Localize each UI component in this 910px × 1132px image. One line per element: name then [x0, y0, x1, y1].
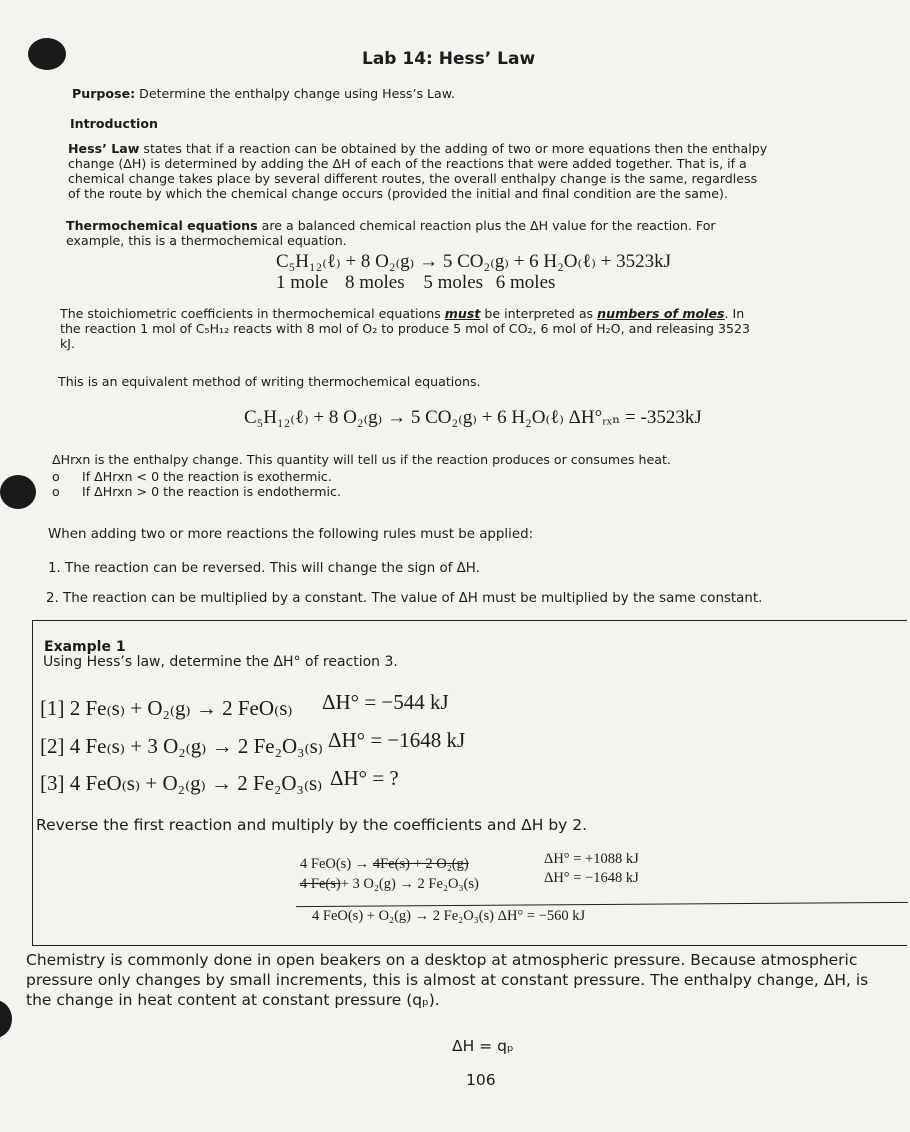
thermo-equation: C₅H₁₂₍ℓ₎ + 8 O₂₍g₎ → 5 CO₂₍g₎ + 6 H₂O₍ℓ₎ + 3523kJ — [276, 251, 672, 272]
example-heading: Example 1 — [44, 639, 126, 655]
closing-line-3: the change in heat content at constant pressure (qₚ). — [26, 991, 440, 1009]
enthalpy-formula: ΔH = qₚ — [452, 1037, 514, 1055]
dh-line-1: ΔHrxn is the enthalpy change. This quantity will tell us if the reaction produces or consumes heat. — [52, 452, 671, 467]
solution-line-1-dh: ΔH° = +1088 kJ — [544, 851, 639, 867]
sol2-rest: O₂(g) → 2 Fe₂O₃(s) — [359, 876, 479, 892]
reaction-1-eq: [1] 2 Fe₍s₎ + O₂₍g₎ → 2 FeO₍s₎ — [40, 696, 293, 720]
example-instruction: Reverse the first reaction and multiply by the coefficients and ΔH by 2. — [36, 816, 588, 834]
moles-1: 1 mole — [276, 272, 329, 293]
stoich-line-3: kJ. — [60, 336, 76, 351]
bullet-marker-2: o — [52, 484, 60, 499]
solution-result: 4 FeO(s) + O₂(g) → 2 Fe₂O₃(s) ΔH° = −560 kJ — [312, 908, 586, 924]
thermo-line-2: example, this is a thermochemical equation. — [66, 233, 347, 248]
reaction-1-dh: ΔH° = −544 kJ — [322, 690, 449, 714]
binder-hole-middle — [0, 475, 36, 509]
reaction-2-eq: [2] 4 Fe₍s₎ + 3 O₂₍g₎ → 2 Fe₂O₃₍s₎ — [40, 734, 323, 758]
solution-line-1 — [300, 856, 469, 873]
solution-line-2-dh: ΔH° = −1648 kJ — [544, 870, 639, 886]
binder-hole-top — [28, 38, 66, 70]
purpose-text: Determine the enthalpy change using Hess’s Law. — [139, 86, 455, 101]
thermo-term: Thermochemical equations — [66, 218, 258, 233]
hess-term: Hess’ Law — [68, 141, 140, 156]
stoich-must: must — [444, 306, 481, 321]
thermo-moles-row — [276, 272, 555, 294]
binder-hole-bottom — [0, 1000, 12, 1038]
moles-3: 5 moles — [423, 272, 484, 293]
thermo-text-1: are a balanced chemical reaction plus the ΔH value for the reaction. For — [261, 218, 716, 233]
purpose-label: Purpose: — [72, 86, 136, 101]
reaction-3-dh: ΔH° = ? — [330, 766, 399, 790]
thermo-paragraph — [66, 218, 716, 248]
purpose-line — [72, 86, 455, 101]
hess-line-2: change (ΔH) is determined by adding the ΔH of each of the reactions that were added together. That is, if a — [68, 156, 747, 171]
reaction-3-eq: [3] 4 FeO₍s₎ + O₂₍g₎ → 2 Fe₂O₃₍s₎ — [40, 771, 323, 795]
closing-line-2: pressure only changes by small increments, this is almost at constant pressure. The enthalpy change, ΔH, is — [26, 971, 869, 989]
dh-bullet-1 — [52, 469, 671, 484]
stoich-paragraph — [60, 306, 750, 351]
page-number: 106 — [466, 1071, 496, 1089]
page-title: Lab 14: Hess’ Law — [362, 49, 536, 69]
thermo-line-1 — [66, 218, 716, 233]
hess-line-3: chemical change takes place by several different routes, the overall enthalpy change is the same, regardless — [68, 171, 758, 186]
hess-line-1 — [68, 141, 767, 156]
sol2-cancelled-fe: 4 Fe(s) — [300, 876, 341, 892]
hess-paragraph — [68, 141, 767, 201]
stoich-text-1c: . In — [724, 306, 745, 321]
rule-1: 1. The reaction can be reversed. This will change the sign of ΔH. — [48, 561, 480, 576]
solution-line-2 — [300, 876, 479, 893]
stoich-text-1a: The stoichiometric coefficients in thermochemical equations — [60, 306, 441, 321]
dh-explanation — [52, 452, 671, 499]
stoich-text-1b: be interpreted as — [484, 306, 594, 321]
sol2-plus: + 3 — [340, 876, 360, 892]
rule-2: 2. The reaction can be multiplied by a constant. The value of ΔH must be multiplied by the same constant. — [46, 591, 763, 606]
dh-bullet-2-text: If ΔHrxn > 0 the reaction is endothermic. — [82, 484, 341, 499]
stoich-line-2: the reaction 1 mol of C₅H₁₂ reacts with 8 mol of O₂ to produce 5 mol of CO₂, 6 mol of H₂O, and releasing 3523 — [60, 321, 751, 336]
sol1-cancelled: 4Fe(s) + 2 O₂(g) — [372, 856, 469, 872]
rules-intro: When adding two or more reactions the following rules must be applied: — [48, 527, 534, 542]
closing-line-1: Chemistry is commonly done in open beakers on a desktop at atmospheric pressure. Because atmospheric — [26, 951, 858, 969]
example-prompt: Using Hess’s law, determine the ΔH° of reaction 3. — [43, 654, 398, 670]
equiv-text: This is an equivalent method of writing thermochemical equations. — [58, 374, 481, 389]
stoich-numbers-of-moles: numbers of moles — [597, 306, 725, 321]
bullet-marker-1: o — [52, 469, 60, 484]
dh-bullet-2 — [52, 484, 671, 499]
dh-bullet-1-text: If ΔHrxn < 0 the reaction is exothermic. — [82, 469, 332, 484]
hess-text-1: states that if a reaction can be obtained by the adding of two or more equations then the enthalpy — [143, 141, 768, 156]
equiv-equation: C₅H₁₂₍ℓ₎ + 8 O₂₍g₎ → 5 CO₂₍g₎ + 6 H₂O₍ℓ₎ ΔH°ᵣₓₙ = -3523kJ — [244, 407, 702, 428]
hess-line-4: of the route by which the chemical change occurs (provided the initial and final condition are the same). — [68, 186, 728, 201]
closing-paragraph — [26, 950, 868, 1010]
moles-4: 6 moles — [495, 272, 556, 293]
stoich-line-1 — [60, 306, 750, 321]
reaction-2-dh: ΔH° = −1648 kJ — [328, 728, 466, 752]
sol1-left: 4 FeO(s) → — [300, 856, 370, 872]
moles-2: 8 moles — [345, 272, 405, 293]
intro-heading: Introduction — [70, 116, 158, 131]
